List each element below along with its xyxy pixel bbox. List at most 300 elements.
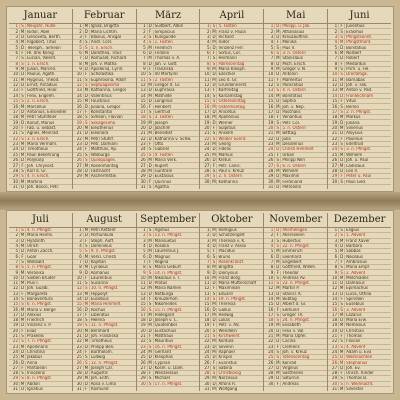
day-number: 15 <box>73 302 84 306</box>
month-name: September <box>137 213 200 228</box>
day-number: 30 <box>264 382 275 386</box>
saint-name: Vitus <box>346 99 357 104</box>
saint-name: Pantaleon <box>27 365 47 370</box>
weekday-letter: D <box>84 381 88 386</box>
weekday-letter: D <box>340 168 344 173</box>
day-number: 10 <box>200 72 211 76</box>
day-number: 8 <box>200 265 211 269</box>
saint-name: Bußtag <box>282 297 297 301</box>
day-number: 19 <box>73 121 84 125</box>
day-number: 5 <box>73 46 84 50</box>
day-number: 29 <box>200 174 211 178</box>
saint-name: Bitttag <box>282 131 296 136</box>
day-number: 26 <box>200 361 211 365</box>
saint-name: Ägidius <box>154 228 170 233</box>
saint-name: Hermann <box>218 56 237 61</box>
day-number: 18 <box>200 115 211 119</box>
saint-name: Abdon <box>27 381 40 386</box>
weekday-letter: S <box>148 265 154 269</box>
saint-name: Kreuzerhöh. <box>154 297 179 301</box>
weekday-letter: M <box>276 104 280 109</box>
day-number: 6 <box>137 255 148 259</box>
day-number: 10 <box>328 276 339 280</box>
weekday-letter: D <box>20 82 25 88</box>
month-day-list <box>328 24 391 189</box>
weekday-letter: M <box>339 163 344 168</box>
saint-name: Joseph <box>154 120 168 125</box>
day-number: 16 <box>73 308 84 312</box>
day-number: 7 <box>200 56 211 60</box>
day-number: 6 <box>264 255 275 259</box>
day-number: 17 <box>137 313 148 317</box>
saint-name: Valentinus <box>90 93 112 98</box>
weekday-letter: D <box>276 61 280 66</box>
saint-name: Anselm <box>218 131 234 136</box>
saint-name: Allerseelen <box>282 233 305 238</box>
saint-name: Eustachius <box>154 328 177 333</box>
weekday-letter: D <box>340 328 344 333</box>
weekday-letter: F <box>275 153 281 157</box>
weekday-letter: D <box>84 104 88 109</box>
weekday-letter: D <box>84 371 88 376</box>
weekday-letter: S <box>339 147 345 151</box>
saint-name: Verkl. Christi <box>90 254 117 259</box>
day-number: 25 <box>328 355 339 359</box>
day-number: 11 <box>73 281 84 285</box>
weekday-letter: S <box>20 137 26 141</box>
saint-name: 1. Advent <box>346 233 366 238</box>
saint-name: 6. n. Pfingst. <box>27 302 53 307</box>
saint-name: Christkönig <box>218 371 242 376</box>
saint-name: Thomas B. <box>346 376 368 381</box>
day-number: 1 <box>73 24 84 28</box>
saint-name: Ostersonntag <box>218 99 246 104</box>
day-number: 13 <box>9 88 20 92</box>
day-number: 16 <box>264 105 275 109</box>
day-number: 24 <box>328 350 339 354</box>
weekday-letter: M <box>20 243 25 249</box>
day-number: 20 <box>264 126 275 130</box>
saint-name: Julia <box>282 136 291 141</box>
weekday-letter: M <box>84 265 89 270</box>
saint-name: Vinzenz Ferr. <box>218 45 244 50</box>
saint-name: Medardus <box>346 61 366 66</box>
weekday-letter: F <box>339 137 345 141</box>
day-number: 25 <box>137 153 148 157</box>
saint-name: Urban <box>282 152 295 157</box>
weekday-letter: S <box>20 228 26 232</box>
weekday-letter: M <box>148 93 152 98</box>
saint-name: Venantius <box>282 115 303 120</box>
saint-name: 8. n. Pfingst. <box>27 376 53 381</box>
weekday-letter: S <box>20 260 26 264</box>
weekday-letter: F <box>84 110 90 114</box>
weekday-letter: D <box>276 99 280 104</box>
day-number: 18 <box>264 115 275 119</box>
day-number: 7 <box>9 56 20 60</box>
saint-name: Fastnacht <box>90 168 111 173</box>
day-number: 14 <box>9 94 20 98</box>
day-number: 5 <box>137 46 148 50</box>
weekday-letter: S <box>339 382 345 386</box>
saint-name: Timotheus <box>27 147 48 152</box>
saint-name: Gabriel <box>154 147 170 152</box>
weekday-letter: S <box>275 158 281 162</box>
weekday-letter: F <box>211 164 217 168</box>
weekday-letter: M <box>148 157 152 163</box>
saint-name: 15. n. Pfingst. <box>154 307 183 312</box>
day-number: 15 <box>200 99 211 103</box>
day-number: 1 <box>200 24 211 28</box>
saint-name: Monika <box>282 40 297 45</box>
day-number: 6 <box>328 51 339 55</box>
saint-name: Ambrosius <box>346 259 368 264</box>
day-number: 15 <box>9 99 20 103</box>
saint-name: Mariä Lichtm. <box>90 29 119 34</box>
saint-name: Wolfgang <box>218 387 238 391</box>
saint-name: Bonifatius <box>282 93 303 98</box>
weekday-letter: D <box>148 88 152 93</box>
saint-name: Elisabeth <box>282 323 301 328</box>
day-number: 22 <box>73 137 84 141</box>
calendar-page-top <box>6 6 394 192</box>
day-number: 29 <box>73 376 84 380</box>
day-number: 16 <box>328 308 339 312</box>
saint-name: 16. n. Pfingst. <box>154 344 183 349</box>
saint-name: Hubertus <box>282 238 301 243</box>
day-number: 12 <box>73 83 84 87</box>
weekday-letter: D <box>84 233 88 238</box>
saint-name: Gertrud <box>154 109 171 114</box>
weekday-letter: D <box>276 365 280 370</box>
saint-name: Franz Xaver <box>346 238 370 243</box>
day-number: 26 <box>9 158 20 162</box>
day-number: 1 <box>328 24 339 28</box>
day-number: 7 <box>264 260 275 264</box>
saint-name: 5. n. Ostern <box>282 126 306 130</box>
day-number: 23 <box>137 142 148 146</box>
weekday-letter: D <box>276 328 280 333</box>
day-number: 11 <box>200 281 211 285</box>
saint-name: Ernst, Arcadius <box>27 83 58 88</box>
saint-name: Joachim <box>154 126 171 130</box>
saint-name: Fab. u. Sebast. <box>27 126 57 130</box>
weekday-letter: F <box>275 345 281 349</box>
day-number: 11 <box>9 78 20 82</box>
day-number: 8 <box>73 62 84 66</box>
saint-name: 22. n. Pfingst. <box>282 244 310 249</box>
day-number: 24 <box>200 350 211 354</box>
weekday-letter: D <box>212 120 216 125</box>
saint-name: Mariä Mutterschaft <box>218 281 257 286</box>
weekday-letter: D <box>20 312 25 317</box>
weekday-letter: F <box>275 382 281 386</box>
saint-name: Leonhard <box>282 254 302 259</box>
day-number: 4 <box>264 40 275 44</box>
day-number: 15 <box>137 99 148 103</box>
saint-name: Dominikus <box>90 244 112 249</box>
saint-name: Franz v. Assisi <box>218 244 247 249</box>
day-number: 24 <box>264 147 275 151</box>
weekday-letter: M <box>84 24 89 29</box>
saint-name: 3. n. Ersch. <box>27 136 50 141</box>
day-number: 20 <box>137 126 148 130</box>
saint-name: Kajetan <box>90 259 106 264</box>
saint-name: Joh. Bosco, Petr. <box>27 184 60 189</box>
weekday-letter: S <box>84 249 90 253</box>
day-number: 7 <box>9 260 20 264</box>
day-number: 4 <box>9 244 20 248</box>
weekday-letter: S <box>339 30 345 34</box>
weekday-letter: D <box>20 45 25 50</box>
day-number: 17 <box>200 110 211 114</box>
weekday-letter: M <box>212 275 216 280</box>
day-number: 2 <box>328 233 339 237</box>
saint-name: Eusebius <box>90 297 109 301</box>
day-number: 3 <box>200 35 211 39</box>
day-number: 18 <box>328 318 339 322</box>
day-number: 9 <box>328 67 339 71</box>
day-number: 6 <box>137 51 148 55</box>
day-number: 10 <box>9 72 20 76</box>
saint-name: Sixtus, Cöl. <box>218 50 241 55</box>
weekday-letter: D <box>276 302 280 307</box>
saint-name: Sabbas <box>346 249 361 254</box>
saint-name: Pfingstmont. <box>346 40 372 45</box>
weekday-letter: M <box>276 131 280 136</box>
saint-name: Goar <box>27 254 37 259</box>
day-number: 19 <box>73 323 84 327</box>
saint-name: Gottfried, Willeh. <box>282 265 317 270</box>
weekday-letter: M <box>148 131 152 136</box>
day-number: 17 <box>328 313 339 317</box>
day-number: 12 <box>137 286 148 290</box>
month-column <box>9 213 73 391</box>
weekday-letter: M <box>339 286 344 291</box>
month-column <box>137 9 201 189</box>
saint-name: Petri Stuhlfeier <box>27 115 57 120</box>
day-number: 6 <box>200 255 211 259</box>
weekday-letter: D <box>212 233 216 238</box>
day-number: 8 <box>137 62 148 66</box>
weekday-letter: S <box>275 126 281 130</box>
day-number: 10 <box>137 72 148 76</box>
saint-name: Virgilius <box>282 365 299 370</box>
weekday-letter: F <box>211 88 217 92</box>
day-number: 20 <box>200 329 211 333</box>
day-number: 22 <box>9 137 20 141</box>
weekday-letter: S <box>148 78 154 82</box>
day-number: 11 <box>137 78 148 82</box>
day-number: 28 <box>200 169 211 173</box>
day-number: 16 <box>200 308 211 312</box>
day-number: 26 <box>264 361 275 365</box>
day-number: 10 <box>264 276 275 280</box>
day-row <box>200 387 263 391</box>
saint-name: Barnabas <box>346 77 365 82</box>
day-number: 10 <box>73 276 84 280</box>
day-number: 22 <box>137 137 148 141</box>
saint-name: Joh. v. Fak. <box>346 83 368 88</box>
saint-name: Lukas <box>218 318 230 323</box>
day-number: 3 <box>73 239 84 243</box>
weekday-letter: S <box>148 376 154 380</box>
saint-name: Augustin <box>90 371 109 376</box>
saint-name: Faustinus <box>90 99 110 104</box>
weekday-letter: M <box>212 77 216 82</box>
day-number: 9 <box>264 271 275 275</box>
day-number: 31 <box>73 387 84 391</box>
booklet-binding-seam <box>0 192 400 210</box>
weekday-letter: S <box>84 355 90 359</box>
saint-name: Quatember <box>154 323 178 328</box>
saint-name: 4. n. Pfingst. <box>27 228 53 233</box>
weekday-letter: D <box>276 228 280 233</box>
weekday-letter: F <box>211 249 217 253</box>
saint-name: Matthias, Ap. <box>90 147 118 152</box>
weekday-letter: M <box>276 141 280 147</box>
day-number: 23 <box>137 345 148 349</box>
weekday-letter: S <box>211 137 217 141</box>
day-number: 23 <box>9 345 20 349</box>
weekday-letter: D <box>276 254 280 259</box>
saint-name: 1. Fasten <box>154 40 173 45</box>
day-number: 11 <box>73 78 84 82</box>
saint-name: Alexius <box>27 312 42 317</box>
day-number: 18 <box>328 115 339 119</box>
saint-name: Hyazinth <box>27 238 45 243</box>
day-number: 11 <box>264 78 275 82</box>
weekday-letter: F <box>148 142 154 146</box>
weekday-letter: D <box>84 333 88 339</box>
saint-name: 14. n. Pfingst. <box>154 270 183 275</box>
saint-name: Albert d. Gr. <box>282 302 307 307</box>
weekday-letter: M <box>20 270 25 275</box>
months-jul-dec <box>9 213 391 391</box>
weekday-letter: F <box>148 30 154 34</box>
month-name: April <box>200 9 263 24</box>
weekday-letter: D <box>84 56 88 61</box>
weekday-letter: S <box>275 244 281 248</box>
weekday-letter: D <box>148 291 152 296</box>
day-number: 31 <box>200 387 211 391</box>
weekday-letter: F <box>148 180 154 184</box>
day-number: 30 <box>328 180 339 184</box>
saint-name: Juliana <box>346 120 360 125</box>
weekday-letter: M <box>212 386 216 391</box>
weekday-letter: M <box>84 365 89 370</box>
saint-name: Quirinus <box>154 179 172 184</box>
saint-name: Romuald, Richard <box>90 56 127 61</box>
weekday-letter: S <box>84 78 90 82</box>
weekday-letter: S <box>148 302 154 306</box>
saint-name: Petr. v. Alc. <box>218 323 241 328</box>
saint-name: Joh. Franziska <box>90 334 119 339</box>
day-number: 27 <box>200 366 211 370</box>
saint-name: Ferdinand <box>282 179 303 184</box>
day-number: 25 <box>137 355 148 359</box>
day-number: 4 <box>73 40 84 44</box>
day-number: 27 <box>9 164 20 168</box>
weekday-letter: S <box>275 46 281 50</box>
day-number: 14 <box>328 297 339 301</box>
weekday-letter: D <box>212 109 216 114</box>
day-number: 1 <box>137 24 148 28</box>
saint-name: Pius I. <box>27 281 39 286</box>
day-number: 1 <box>9 228 20 232</box>
day-number: 14 <box>137 297 148 301</box>
day-number: 13 <box>328 292 339 296</box>
weekday-letter: S <box>339 302 345 306</box>
day-number: 6 <box>73 255 84 259</box>
weekday-letter: M <box>276 66 280 72</box>
weekday-letter: M <box>84 328 89 333</box>
weekday-letter: S <box>148 40 154 44</box>
weekday-letter: D <box>20 72 25 77</box>
weekday-letter: F <box>339 24 345 28</box>
weekday-letter: D <box>212 157 216 163</box>
weekday-letter: M <box>84 291 89 296</box>
weekday-letter: M <box>212 339 216 344</box>
saint-name: Werner <box>218 120 233 125</box>
day-number: 13 <box>264 292 275 296</box>
weekday-letter: S <box>211 99 217 103</box>
weekday-letter: D <box>20 323 25 328</box>
saint-name: Gregor v. N. <box>282 67 307 72</box>
day-number: 18 <box>73 115 84 119</box>
saint-name: Nikolaus <box>346 254 364 259</box>
weekday-letter: M <box>148 56 152 61</box>
weekday-letter: D <box>212 318 216 323</box>
day-number: 8 <box>264 265 275 269</box>
weekday-letter: S <box>339 105 345 109</box>
saint-name: Athanasius <box>282 29 305 34</box>
saint-name: Karsamstag <box>218 93 243 98</box>
day-number: 14 <box>200 94 211 98</box>
saint-name: Karfreitag <box>218 88 239 93</box>
weekday-letter: F <box>148 297 154 301</box>
day-number: 11 <box>137 281 148 285</box>
day-number: 16 <box>73 105 84 109</box>
day-number: 13 <box>328 88 339 92</box>
saint-name: Franz Borg. <box>218 275 242 280</box>
month-name: Mai <box>264 9 327 24</box>
day-number: 29 <box>137 174 148 178</box>
weekday-letter: D <box>276 136 280 141</box>
weekday-letter: D <box>20 157 25 163</box>
day-number: 17 <box>9 313 20 317</box>
weekday-letter: M <box>20 355 25 360</box>
saint-name: Ladislaus <box>346 163 365 168</box>
day-row <box>264 185 327 189</box>
saint-name: Wenzeslaus <box>154 371 179 376</box>
weekday-letter: D <box>84 93 88 98</box>
month-column <box>73 9 137 189</box>
weekday-letter: D <box>212 34 216 39</box>
weekday-letter: D <box>212 72 216 77</box>
saint-name: Benedikt <box>154 131 173 136</box>
weekday-letter: D <box>148 163 152 168</box>
weekday-letter: S <box>275 239 281 243</box>
saint-name: Paschalis <box>282 109 301 114</box>
day-number: 24 <box>328 147 339 151</box>
saint-name: Hl. drei König <box>27 50 54 55</box>
saint-name: Peter u. Paul <box>346 174 372 179</box>
saint-name: Scholastika <box>90 72 114 77</box>
day-number: 1 <box>200 228 211 232</box>
month-column <box>137 213 201 391</box>
day-number: 28 <box>137 371 148 375</box>
